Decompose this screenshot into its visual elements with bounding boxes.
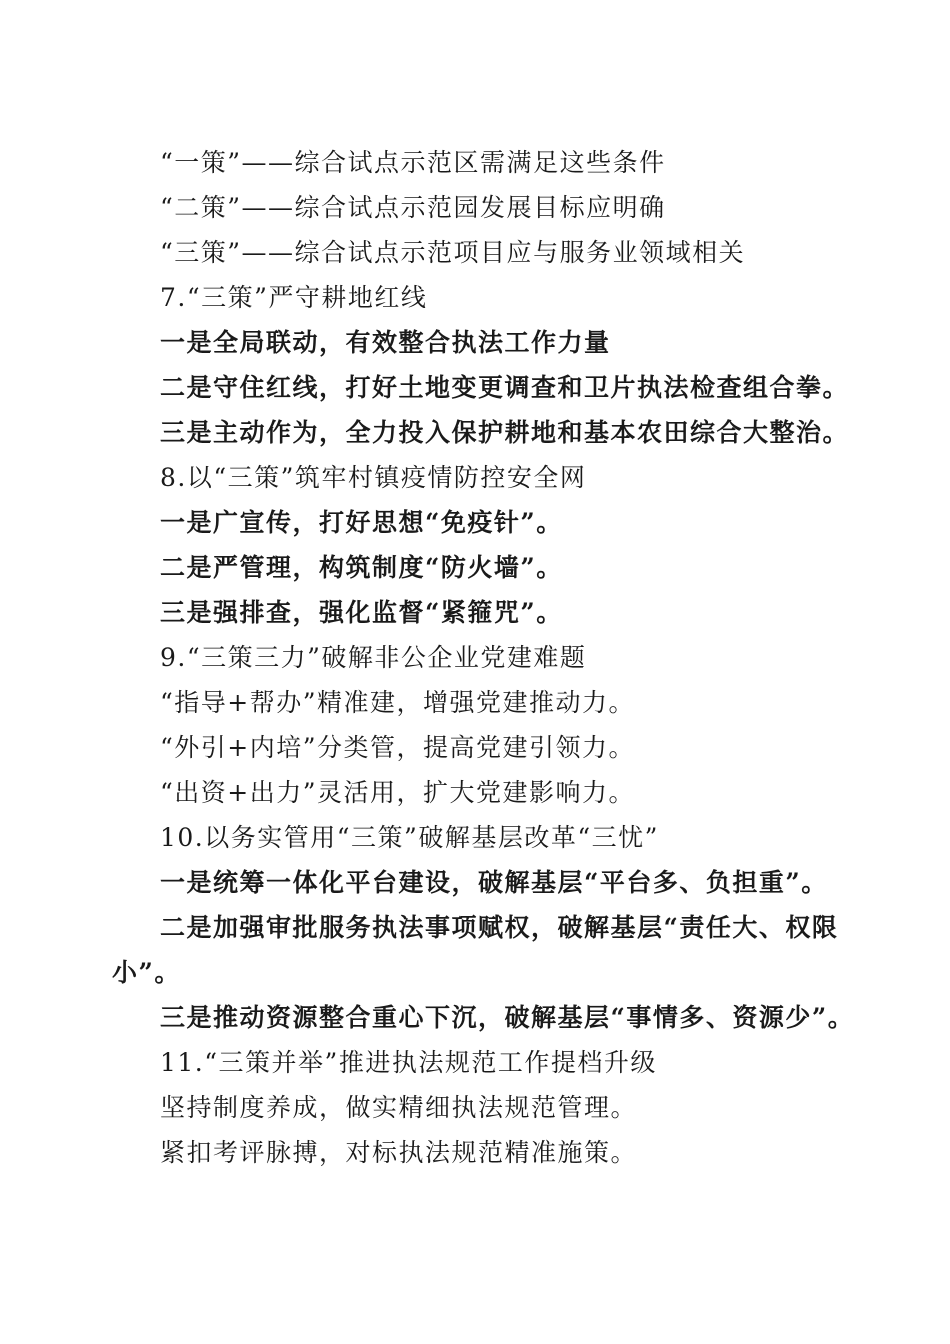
text-line: 二是加强审批服务执法事项赋权，破解基层“责任大、权限 [160, 913, 839, 942]
text-line: “三策”——综合试点示范项目应与服务业领域相关 [160, 238, 746, 267]
text-line: 二是守住红线，打好土地变更调查和卫片执法检查组合拳。 [160, 373, 850, 402]
section-heading: 9.“三策三力”破解非公企业党建难题 [160, 643, 587, 672]
text-line: “指导+帮办”精准建，增强党建推动力。 [160, 688, 636, 717]
text-line: 一是全局联动，有效整合执法工作力量 [160, 328, 611, 357]
section-heading: 10.以务实管用“三策”破解基层改革“三忧” [160, 823, 659, 852]
section-heading: 8.以“三策”筑牢村镇疫情防控安全网 [160, 463, 587, 492]
text-line: 紧扣考评脉搏，对标执法规范精准施策。 [160, 1138, 638, 1167]
text-line: 三是推动资源整合重心下沉，破解基层“事情多、资源少”。 [160, 1003, 855, 1032]
text-line: “二策”——综合试点示范园发展目标应明确 [160, 193, 666, 222]
text-line: “外引+内培”分类管，提高党建引领力。 [160, 733, 636, 762]
text-line: 小”。 [112, 958, 181, 987]
text-line: “一策”——综合试点示范区需满足这些条件 [160, 148, 666, 177]
text-line: 三是强排查，强化监督“紧箍咒”。 [160, 598, 563, 627]
section-heading: 7.“三策”严守耕地红线 [160, 283, 428, 312]
text-line: 一是广宣传，打好思想“免疫针”。 [160, 508, 563, 537]
text-line: 坚持制度养成，做实精细执法规范管理。 [160, 1093, 638, 1122]
text-line: 三是主动作为，全力投入保护耕地和基本农田综合大整治。 [160, 418, 850, 447]
text-line: “出资+出力”灵活用，扩大党建影响力。 [160, 778, 636, 807]
section-heading: 11.“三策并举”推进执法规范工作提档升级 [160, 1048, 657, 1077]
text-line: 二是严管理，构筑制度“防火墙”。 [160, 553, 563, 582]
text-line: 一是统筹一体化平台建设，破解基层“平台多、负担重”。 [160, 868, 828, 897]
